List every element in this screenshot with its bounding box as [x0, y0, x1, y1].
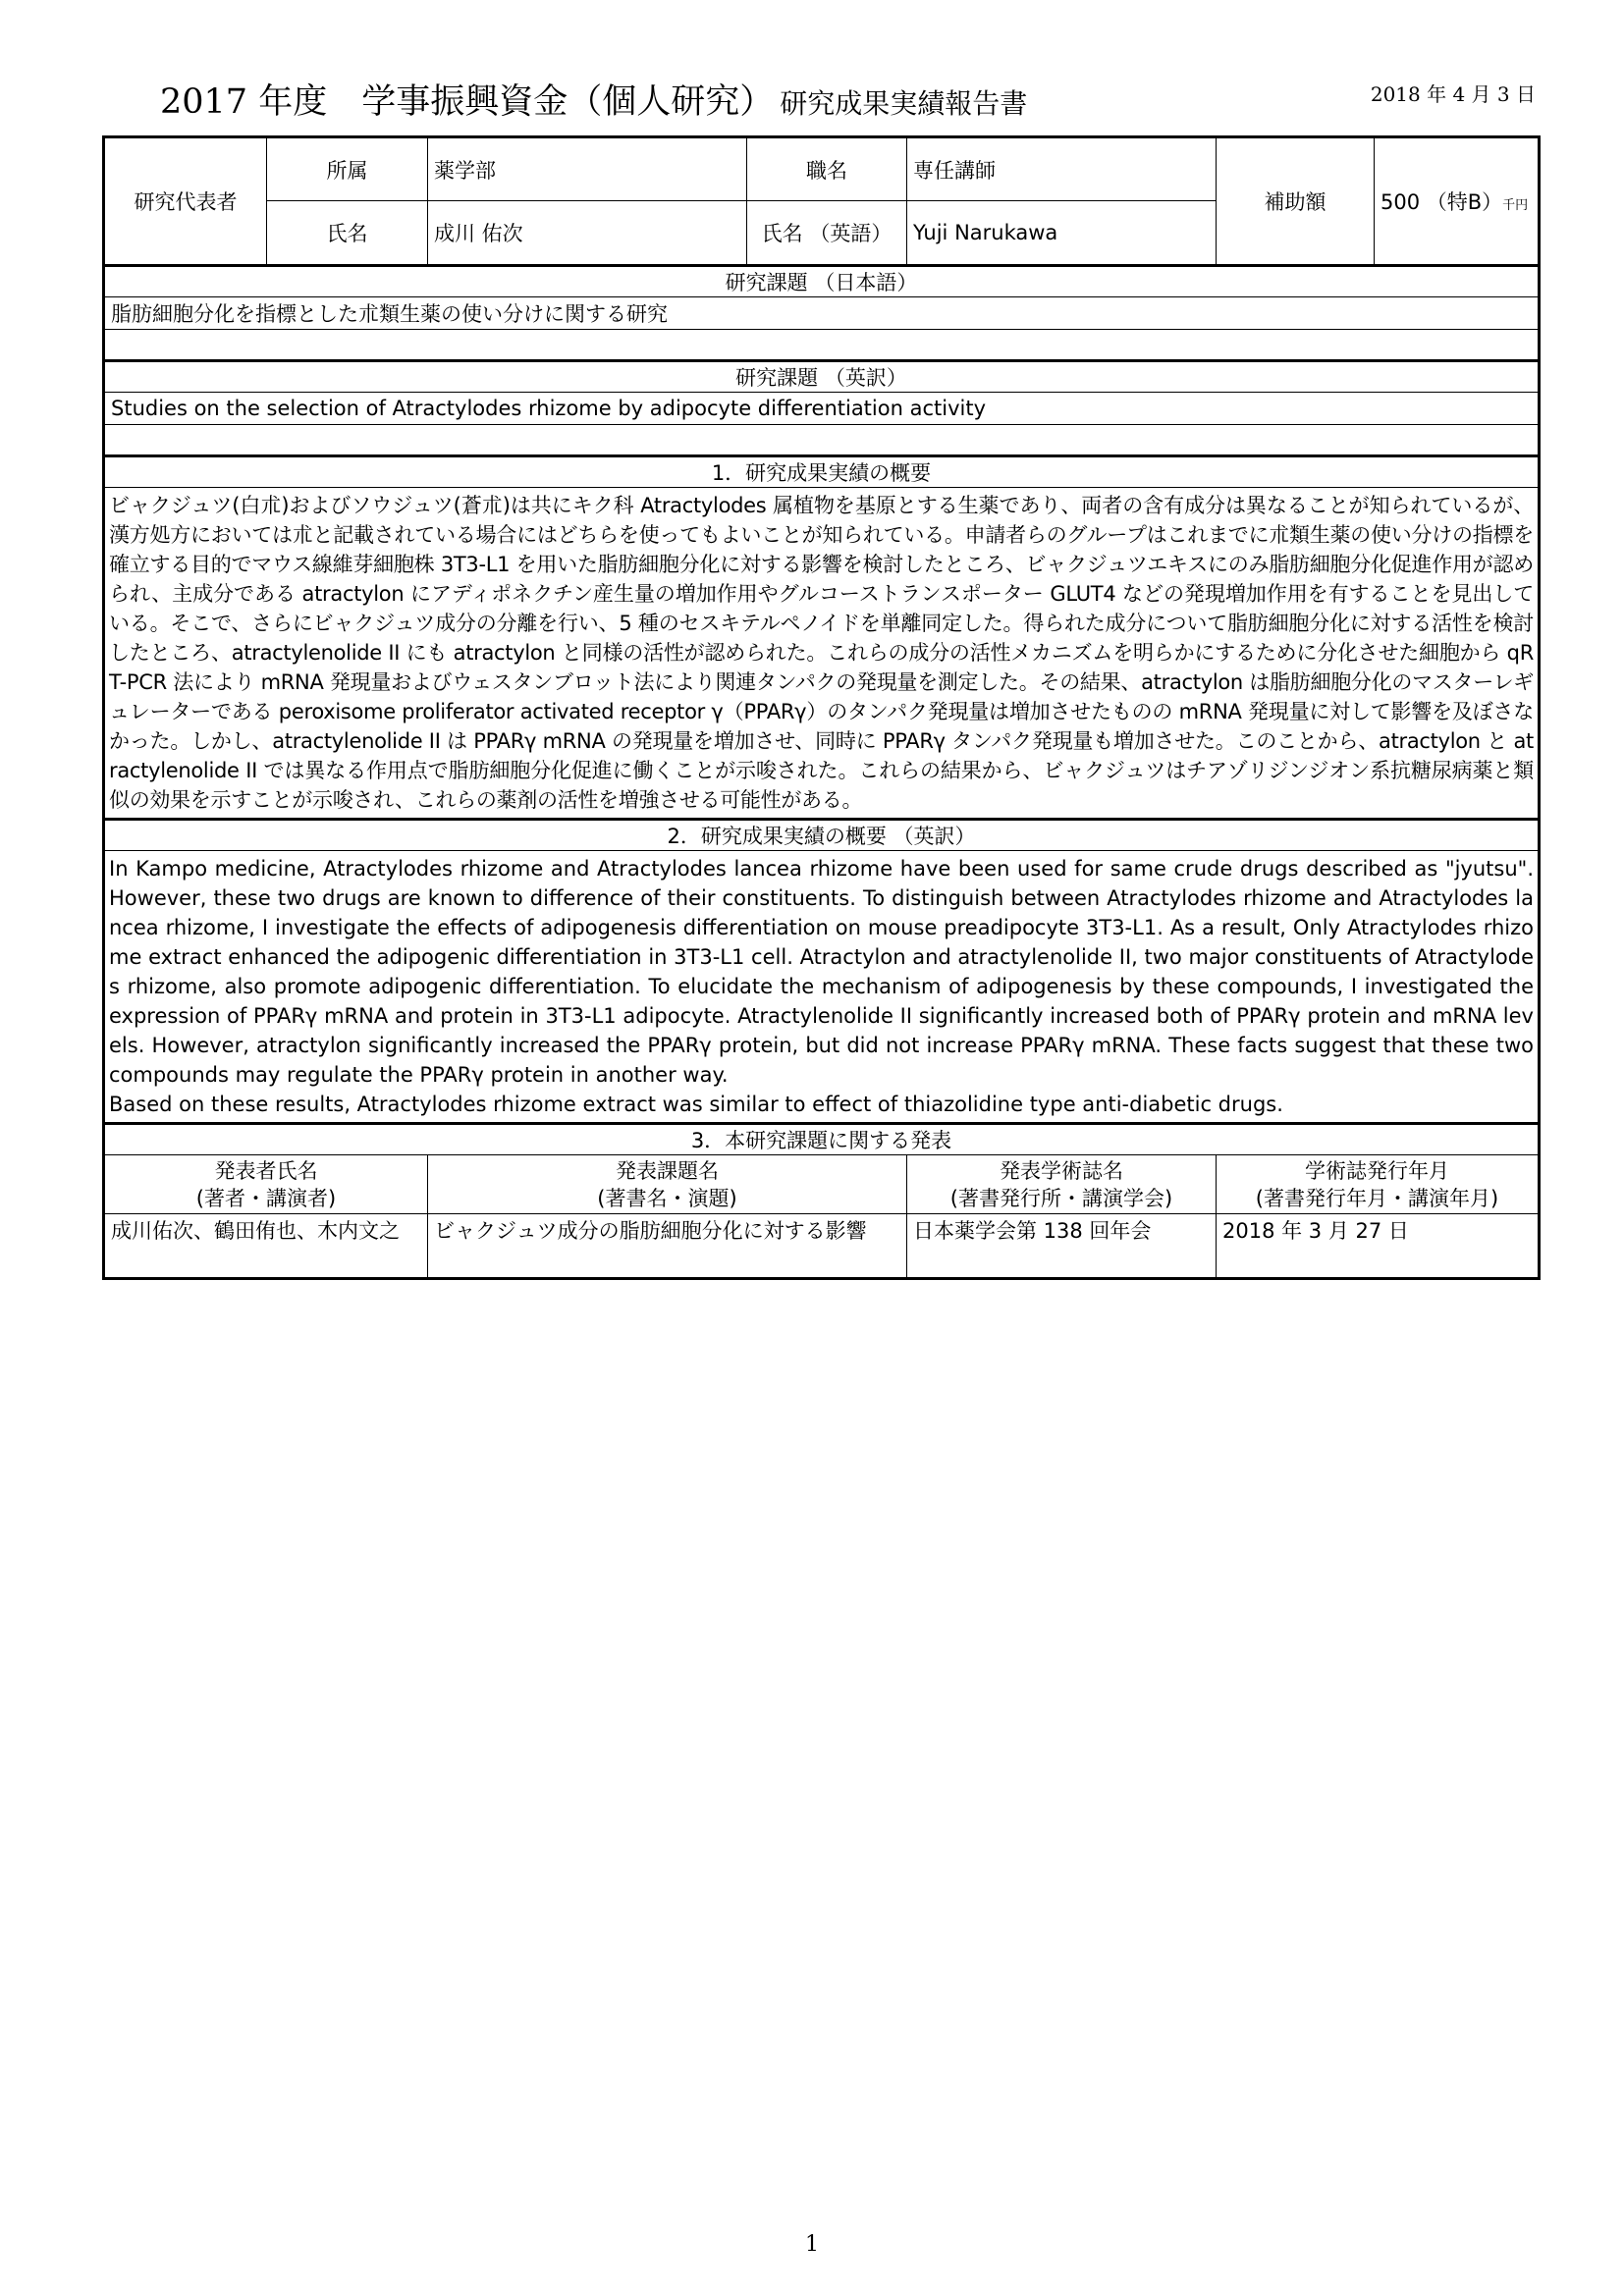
representative-label: 研究代表者 [104, 137, 267, 266]
theme-en-value: Studies on the selection of Atractylodes rhizome by adipocyte differentiation activity [104, 393, 1540, 425]
name-label: 氏名 [267, 201, 428, 266]
title-main: 2017 年度 学事振興資金（個人研究） [160, 82, 775, 122]
theme-jp-value: 脂肪細胞分化を指標とした朮類生薬の使い分けに関する研究 [104, 297, 1540, 330]
grant-amount [1375, 137, 1540, 266]
name-value: 成川 佑次 [428, 201, 747, 266]
pub-header-date: 学術誌発行年月 (著書発行年月・講演年月) [1217, 1155, 1540, 1214]
page-number: 1 [805, 2232, 819, 2257]
name-en-value: Yuji Narukawa [907, 201, 1217, 266]
theme-jp-blank [104, 330, 1540, 361]
grant-value: 500 （特B） [1380, 190, 1503, 214]
pub-venue: 日本薬学会第 138 回年会 [907, 1214, 1217, 1279]
affiliation-value: 薬学部 [428, 137, 747, 201]
pub-title: ビャクジュツ成分の脂肪細胞分化に対する影響 [428, 1214, 907, 1279]
pub-header-title: 発表課題名 (著書名・演題) [428, 1155, 907, 1214]
theme-en-heading: 研究課題 （英訳） [104, 361, 1540, 393]
report-table [102, 135, 1541, 1280]
summary-jp-text: ビャクジュツ(白朮)およびソウジュツ(蒼朮)は共にキク科 Atractylodes 属植物を基原とする生薬であり、両者の含有成分は異なることが知られているが、漢方処方においては朮と記載されている場合にはどちらを使ってもよいことが知られている。申請者らのグループはこれまでに朮類生薬の使い分けの指標を確立する目的でマウス線維芽細胞株 3T3-L1 を用いた脂肪細胞分化に対する影響を検討したところ、ビャクジュツエキスにのみ脂肪細胞分化促進作用が認められ、主成分である atractylon にアディポネクチン産生量の増加作用やグルコーストランスポーター GLUT4 などの発現増加作用を有することを見出している。そこで、さらにビャクジュツ成分の分離を行い、5 種のセスキテルペノイドを単離同定した。得られた成分について脂肪細胞分化に対する活性を検討したところ、atractylenolide II にも atractylon と同様の活性が認められた。これらの成分の活性メカニズムを明らかにするために分化させた細胞から qRT-PCR 法により mRNA 発現量およびウェスタンブロット法により関連タンパクの発現量を測定した。その結果、atractylon は脂肪細胞分化のマスターレギュレーターである peroxisome proliferator activated receptor γ（PPARγ）のタンパク発現量は増加させたものの mRNA 発現量に対して影響を及ぼさなかった。しかし、atractylenolide II は PPARγ mRNA の発現量を増加させ、同時に PPARγ タンパク発現量も増加させた。このことから、atractylon と atractylenolide II では異なる作用点で脂肪細胞分化促進に働くことが示唆された。これらの結果から、ビャクジュツはチアゾリジンジオン系抗糖尿病薬と類似の効果を示すことが示唆され、これらの薬剤の活性を増強させる可能性がある。 [104, 488, 1540, 820]
report-date: 2018 年 4 月 3 日 [1370, 82, 1536, 106]
document-title [160, 80, 1027, 126]
pub-header-authors: 発表者氏名 (著者・講演者) [104, 1155, 428, 1214]
affiliation-label: 所属 [267, 137, 428, 201]
position-label: 職名 [747, 137, 907, 201]
pub-header-venue: 発表学術誌名 (著書発行所・講演学会) [907, 1155, 1217, 1214]
grant-label: 補助額 [1217, 137, 1375, 266]
pub-authors: 成川佑次、鶴田侑也、木内文之 [104, 1214, 428, 1279]
table-row [104, 1214, 1540, 1279]
summary-en-text [104, 851, 1540, 1124]
summary-en-heading: 2．研究成果実績の概要 （英訳） [104, 820, 1540, 851]
summary-jp-heading: 1．研究成果実績の概要 [104, 456, 1540, 488]
title-sub: 研究成果実績報告書 [780, 87, 1028, 120]
name-en-label: 氏名 （英語） [747, 201, 907, 266]
summary-en-paragraph-1: In Kampo medicine, Atractylodes rhizome and Atractylodes lancea rhizome have been used for same crude drugs described as "jyutsu". However, these two drugs are known to difference of their constituents. To distinguish between Atractylodes rhizome and Atractylodes lancea rhizome, I investigate the effects of adipogenesis differentiation on mouse preadipocyte 3T3-L1. As a result, Only Atractylodes rhizome extract enhanced the adipogenic differentiation in 3T3-L1 cell. Atractylon and atractylenolide II, two major constituents of Atractylodes rhizome, also promote adipogenic differentiation. To elucidate the mechanism of adipogenesis by these compounds, I investigated the expression of PPARγ mRNA and protein in 3T3-L1 adipocyte. Atractylenolide II significantly increased both of PPARγ protein and mRNA levels. However, atractylon significantly increased the PPARγ protein, but did not increase PPARγ mRNA. These facts suggest that these two compounds may regulate the PPARγ protein in another way. [109, 857, 1534, 1087]
position-value: 専任講師 [907, 137, 1217, 201]
summary-en-paragraph-2: Based on these results, Atractylodes rhizome extract was similar to effect of thiazolidine type anti-diabetic drugs. [109, 1093, 1283, 1116]
pub-date: 2018 年 3 月 27 日 [1217, 1214, 1540, 1279]
grant-unit: 千円 [1502, 198, 1529, 213]
theme-en-blank [104, 425, 1540, 456]
theme-jp-heading: 研究課題 （日本語） [104, 266, 1540, 297]
publications-heading: 3．本研究課題に関する発表 [104, 1124, 1540, 1155]
